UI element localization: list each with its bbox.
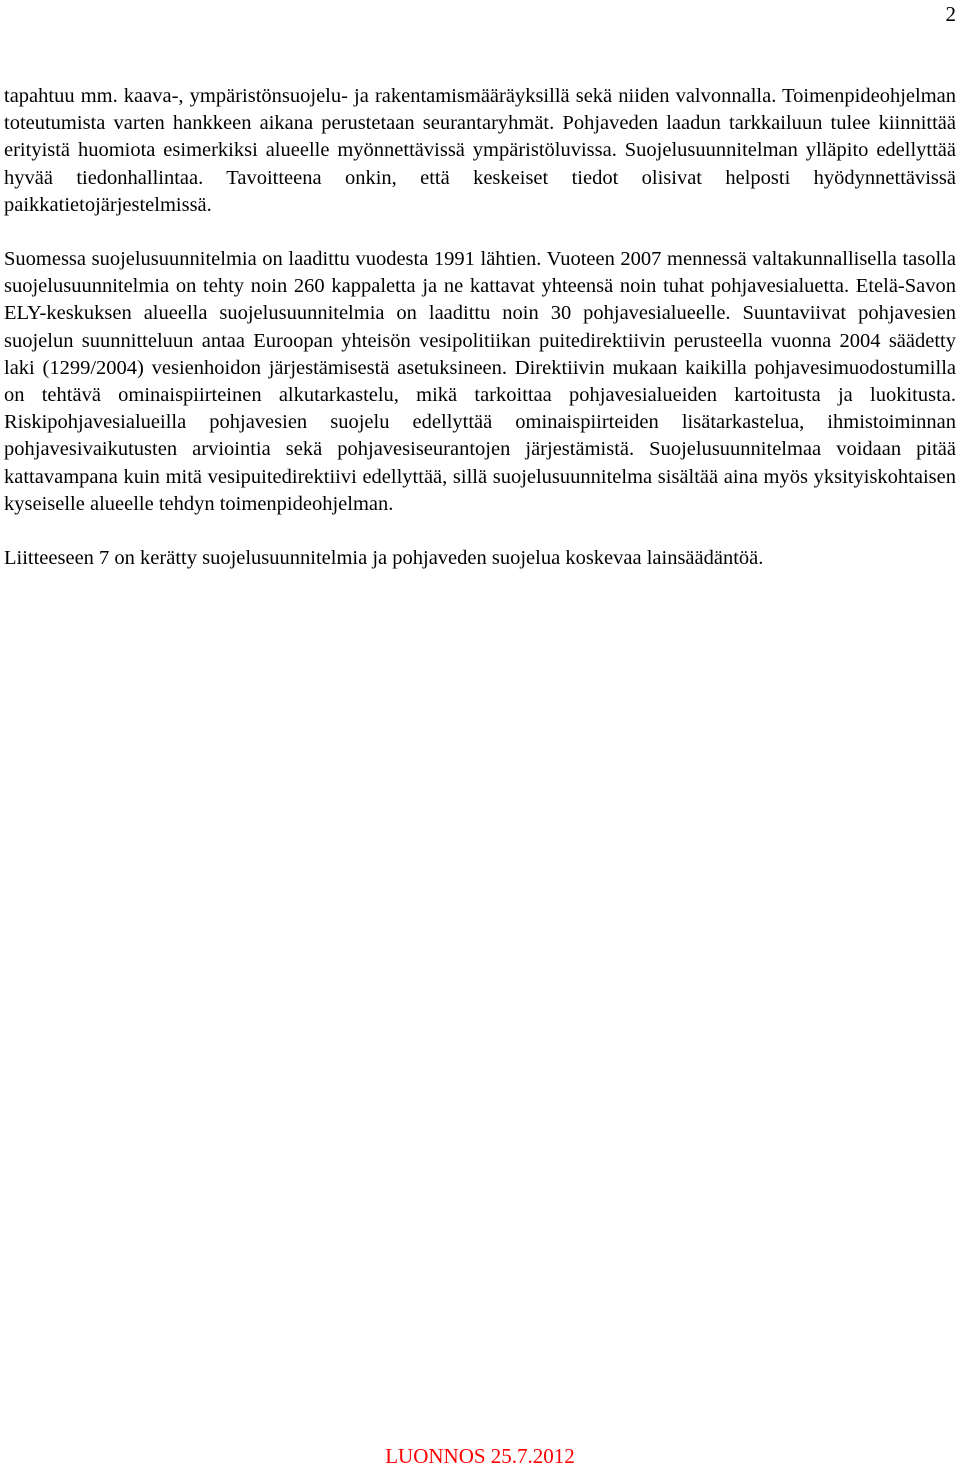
- page-number: 2: [945, 2, 956, 26]
- paragraph-1: tapahtuu mm. kaava-, ympäristönsuojelu- ja rakentamismääräyksillä sekä niiden valvonnalla. Toimenpideohjelman toteutumista varten hankkeen aikana perustetaan seurantaryhmät. Pohjaveden laadun tarkkailuun tulee kiinnittää erityistä huomiota esimerkiksi alueelle myönnettävissä ympäristöluvissa. Suojelusuunnitelman ylläpito edellyttää hyvää tiedonhallintaa. Tavoitteena onkin, että keskeiset tiedot olisivat helposti hyödynnettävissä paikkatietojärjestelmissä.: [4, 85, 956, 216]
- document-body: [4, 83, 956, 572]
- paragraph-2: Suomessa suojelusuunnitelmia on laadittu vuodesta 1991 lähtien. Vuoteen 2007 mennessä valtakunnallisella tasolla suojelusuunnitelmia on tehty noin 260 kappaletta ja ne kattavat yhteensä noin tuhat pohjavesialuetta. Etelä-Savon ELY-keskuksen alueella suojelusuunnitelmia on laadittu noin 30 pohjavesialueelle. Suuntaviivat pohjavesien suojelun suunnitteluun antaa Euroopan yhteisön vesipolitiikan puitedirektiivin perusteella vuonna 2004 säädetty laki (1299/2004) vesienhoidon järjestämisestä asetuksineen. Direktiivin mukaan kaikilla pohjavesimuodostumilla on tehtävä ominaispiirteinen alkutarkastelu, mikä tarkoittaa pohjavesialueiden kartoitusta ja luokitusta. Riskipohjavesialueilla pohjavesien suojelu edellyttää ominaispiirteiden lisätarkastelua, ihmistoiminnan pohjavesivaikutusten arviointia sekä pohjavesiseurantojen järjestämistä. Suojelusuunnitelmaa voidaan pitää kattavampana kuin mitä vesipuitedirektiivi edellyttää, sillä suojelusuunnitelma sisältää aina myös yksityiskohtaisen kyseiselle alueelle tehdyn toimenpideohjelman.: [4, 248, 956, 515]
- paragraph-3: Liitteeseen 7 on kerätty suojelusuunnitelmia ja pohjaveden suojelua koskevaa lainsäädäntöä.: [4, 547, 764, 570]
- draft-footer: LUONNOS 25.7.2012: [385, 1444, 575, 1468]
